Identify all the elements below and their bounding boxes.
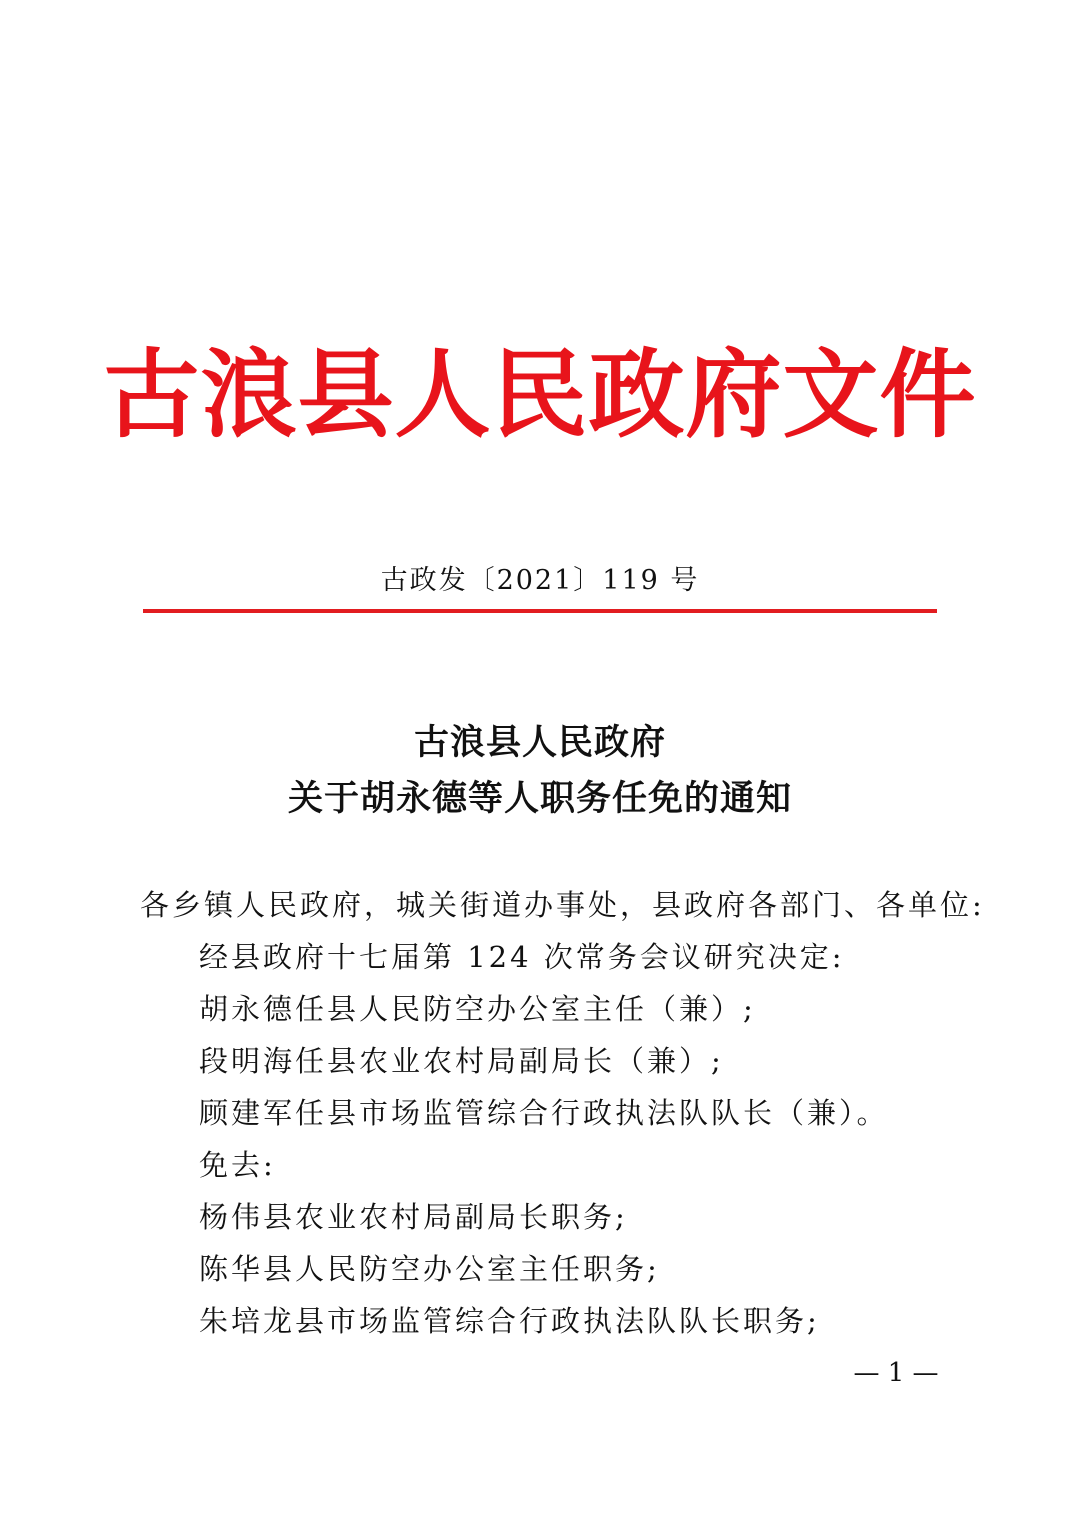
- page-number: — 1 —: [853, 1358, 939, 1388]
- notice-title-line-1: 古浪县人民政府: [413, 722, 666, 763]
- document-number: 古政发〔2021〕119 号: [380, 565, 700, 596]
- body-paragraph: 免去:: [199, 1148, 276, 1182]
- notice-title-line-2: 关于胡永德等人职务任免的通知: [287, 778, 792, 819]
- red-divider-line: [143, 609, 937, 613]
- body-paragraph: 杨伟县农业农村局副局长职务;: [199, 1200, 628, 1234]
- body-paragraph: 经县政府十七届第 124 次常务会议研究决定:: [199, 940, 845, 974]
- body-paragraph: 胡永德任县人民防空办公室主任（兼）;: [199, 992, 756, 1026]
- addressee-line: 各乡镇人民政府，城关街道办事处，县政府各部门、各单位:: [140, 888, 985, 922]
- issuer-title: 古浪县人民政府文件: [103, 338, 977, 451]
- body-paragraph: 朱培龙县市场监管综合行政执法队队长职务;: [199, 1304, 820, 1338]
- body-paragraph: 顾建军任县市场监管综合行政执法队队长（兼）。: [199, 1096, 889, 1130]
- body-paragraph: 陈华县人民防空办公室主任职务;: [199, 1252, 660, 1286]
- body-paragraph: 段明海任县农业农村局副局长（兼）;: [199, 1044, 724, 1078]
